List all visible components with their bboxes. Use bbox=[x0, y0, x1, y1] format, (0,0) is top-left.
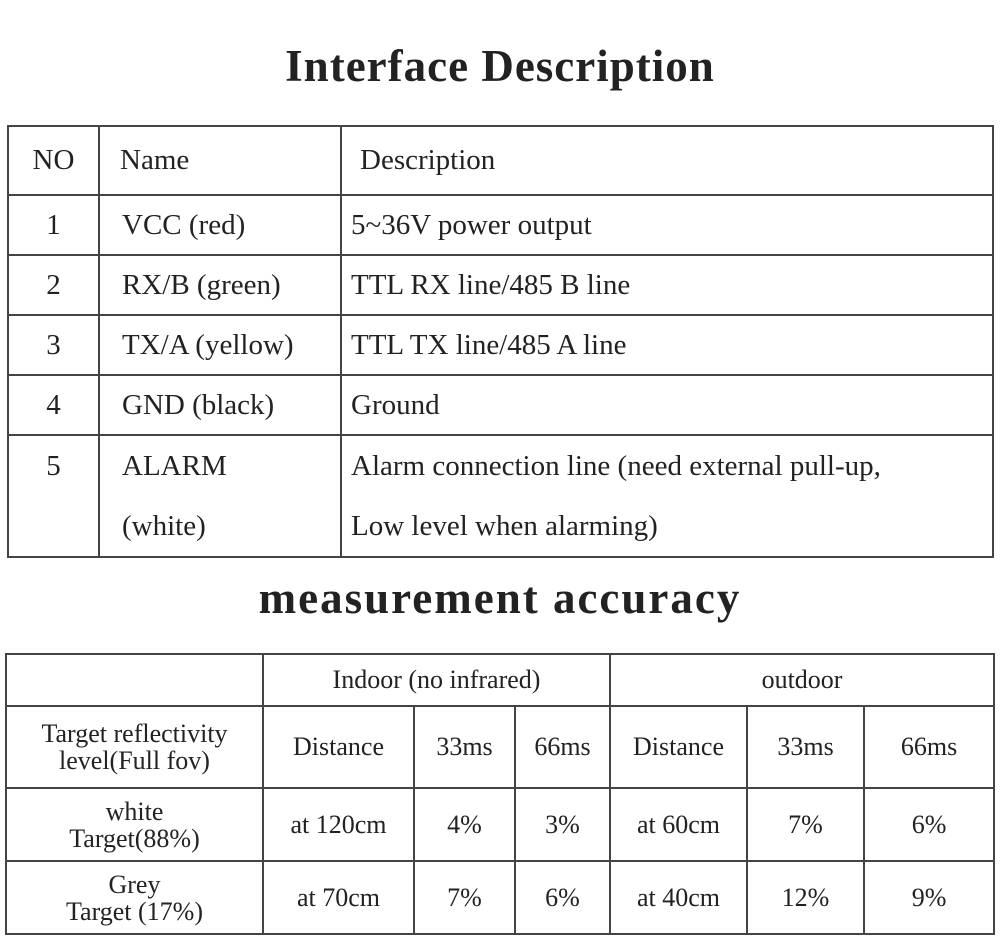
indoor-distance: at 120cm bbox=[263, 788, 414, 861]
interface-header-row bbox=[8, 126, 993, 195]
outdoor-33ms: 7% bbox=[747, 788, 864, 861]
header-name: Name bbox=[99, 126, 341, 195]
indoor-distance-header: Distance bbox=[263, 706, 414, 788]
indoor-66ms-header: 66ms bbox=[515, 706, 610, 788]
empty-corner-cell bbox=[6, 654, 263, 706]
indoor-group-header: Indoor (no infrared) bbox=[263, 654, 610, 706]
table-row bbox=[6, 788, 994, 861]
target-label-line2: Target(88%) bbox=[69, 823, 200, 853]
header-description: Description bbox=[341, 126, 993, 195]
outdoor-distance: at 40cm bbox=[610, 861, 747, 934]
row-no: 5 bbox=[8, 435, 99, 557]
row-description: Ground bbox=[341, 375, 993, 435]
reflectivity-header-line2: level(Full fov) bbox=[59, 746, 210, 775]
outdoor-distance-header: Distance bbox=[610, 706, 747, 788]
row-name-line2: (white) bbox=[122, 510, 206, 542]
row-name: RX/B (green) bbox=[99, 255, 341, 315]
row-no: 4 bbox=[8, 375, 99, 435]
indoor-33ms: 4% bbox=[414, 788, 515, 861]
target-label bbox=[6, 788, 263, 861]
row-name: TX/A (yellow) bbox=[99, 315, 341, 375]
row-description bbox=[341, 435, 993, 557]
indoor-distance: at 70cm bbox=[263, 861, 414, 934]
row-description-line1: Alarm connection line (need external pull-up, bbox=[351, 450, 881, 482]
header-no: NO bbox=[8, 126, 99, 195]
target-label-line1: white bbox=[105, 796, 164, 826]
table-row bbox=[6, 861, 994, 934]
row-description-line2: Low level when alarming) bbox=[351, 510, 658, 542]
row-description: TTL TX line/485 A line bbox=[341, 315, 993, 375]
row-no: 3 bbox=[8, 315, 99, 375]
row-no: 2 bbox=[8, 255, 99, 315]
interface-title: Interface Description bbox=[285, 41, 715, 91]
row-no: 1 bbox=[8, 195, 99, 255]
outdoor-33ms: 12% bbox=[747, 861, 864, 934]
outdoor-group-header: outdoor bbox=[610, 654, 994, 706]
row-description: 5~36V power output bbox=[341, 195, 993, 255]
reflectivity-header bbox=[6, 706, 263, 788]
indoor-66ms: 3% bbox=[515, 788, 610, 861]
target-label-line2: Target (17%) bbox=[65, 896, 204, 926]
target-label-line1: Grey bbox=[108, 869, 161, 899]
row-name-line1: ALARM bbox=[122, 450, 227, 482]
outdoor-66ms: 9% bbox=[864, 861, 994, 934]
table-row bbox=[8, 315, 993, 375]
accuracy-group-header-row bbox=[6, 654, 994, 706]
reflectivity-header-line1: Target reflectivity bbox=[41, 719, 228, 748]
accuracy-table bbox=[5, 653, 995, 935]
accuracy-subheader-row bbox=[6, 706, 994, 788]
indoor-33ms: 7% bbox=[414, 861, 515, 934]
outdoor-distance: at 60cm bbox=[610, 788, 747, 861]
row-name: VCC (red) bbox=[99, 195, 341, 255]
table-row bbox=[8, 435, 993, 557]
table-row bbox=[8, 255, 993, 315]
interface-table bbox=[7, 125, 994, 558]
outdoor-33ms-header: 33ms bbox=[747, 706, 864, 788]
accuracy-title: measurement accuracy bbox=[258, 573, 742, 623]
target-label bbox=[6, 861, 263, 934]
indoor-33ms-header: 33ms bbox=[414, 706, 515, 788]
table-row bbox=[8, 375, 993, 435]
row-description: TTL RX line/485 B line bbox=[341, 255, 993, 315]
outdoor-66ms: 6% bbox=[864, 788, 994, 861]
row-name: GND (black) bbox=[99, 375, 341, 435]
row-name bbox=[99, 435, 341, 557]
outdoor-66ms-header: 66ms bbox=[864, 706, 994, 788]
table-row bbox=[8, 195, 993, 255]
indoor-66ms: 6% bbox=[515, 861, 610, 934]
